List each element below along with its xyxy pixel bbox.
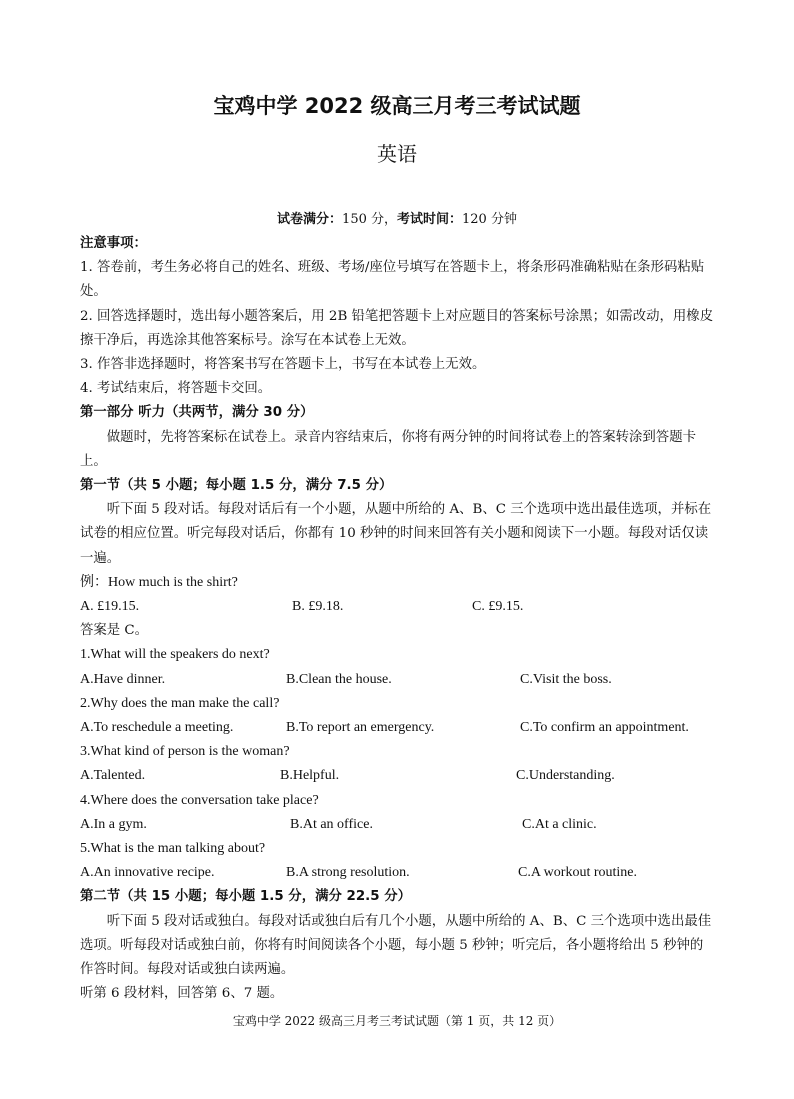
time-value: 120 分钟	[462, 212, 517, 227]
option-c: C. £9.15.	[472, 599, 524, 615]
question-3-options	[80, 764, 714, 788]
section2-intro: 听下面 5 段对话或独白。每段对话或独白后有几个小题，从题中所给的 A、B、C 三个选项中选出最佳选项。听每段对话或独白前，你将有时间阅读各个小题，每小题 5 秒钟；听完后，各小题将给出 5 秒钟的作答时间。每段对话或独白读两遍。	[80, 913, 712, 977]
option-b: B. £9.18.	[292, 599, 344, 615]
note-item: 2. 回答选择题时，选出每小题答案后，用 2B 铅笔把答题卡上对应题目的答案标号涂黑；如需改动，用橡皮擦干净后，再选涂其他答案标号。涂写在本试卷上无效。	[80, 308, 714, 348]
option-b: B.Helpful.	[280, 768, 340, 784]
option-b: B.To report an emergency.	[286, 720, 435, 736]
option-a: A.An innovative recipe.	[80, 865, 215, 881]
option-a: A. £19.15.	[80, 599, 140, 615]
example-question: 例：How much is the shirt?	[80, 574, 238, 590]
question-2-options	[80, 716, 714, 740]
part1-heading: 第一部分 听力（共两节，满分 30 分）	[80, 405, 314, 421]
option-c: C.To confirm an appointment.	[520, 720, 689, 736]
section2-heading: 第二节（共 15 小题；每小题 1.5 分，满分 22.5 分）	[80, 889, 412, 905]
question-4: 4.Where does the conversation take place?	[80, 792, 319, 808]
section2-instruction: 听第 6 段材料，回答第 6、7 题。	[80, 986, 284, 1002]
page-footer: 宝鸡中学 2022 级高三月考三考试试题（第 1 页，共 12 页）	[232, 1014, 562, 1028]
note-item: 1. 答卷前，考生务必将自己的姓名、班级、考场/座位号填写在答题卡上，将条形码准确粘贴在条形码粘贴处。	[80, 260, 705, 300]
option-b: B.A strong resolution.	[286, 865, 410, 881]
question-1: 1.What will the speakers do next?	[80, 647, 270, 663]
question-5: 5.What is the man talking about?	[80, 841, 266, 856]
note-item: 3. 作答非选择题时，将答案书写在答题卡上，书写在本试卷上无效。	[80, 357, 486, 373]
subject-title: 英语	[377, 142, 417, 166]
option-b: B.At an office.	[290, 816, 373, 832]
question-3: 3.What kind of person is the woman?	[80, 744, 290, 760]
question-5-options	[80, 861, 714, 885]
section1-intro: 听下面 5 段对话。每段对话后有一个小题，从题中所给的 A、B、C 三个选项中选出最佳选项，并标在试卷的相应位置。听完每段对话后，你都有 10 秒钟的时间来回答有关小题和阅读下一小题。每段对话仅读一遍。	[80, 502, 712, 566]
option-a: A.Have dinner.	[80, 671, 166, 687]
option-c: C.A workout routine.	[518, 865, 637, 881]
score-label: 试卷满分：	[277, 212, 343, 227]
question-4-options	[80, 813, 714, 837]
note-item: 4. 考试结束后，将答题卡交回。	[80, 381, 272, 397]
question-2: 2.Why does the man make the call?	[80, 695, 280, 711]
part1-intro: 做题时，先将答案标在试卷上。录音内容结束后，你将有两分钟的时间将试卷上的答案转涂到答题卡上。	[80, 429, 696, 469]
example-options	[80, 595, 714, 619]
exam-body	[80, 232, 714, 1006]
time-label: 考试时间：	[397, 212, 463, 227]
option-c: C.Understanding.	[516, 768, 615, 784]
section1-heading: 第一节（共 5 小题；每小题 1.5 分，满分 7.5 分）	[80, 478, 393, 494]
option-a: A.To reschedule a meeting.	[80, 720, 234, 736]
notes-heading: 注意事项：	[80, 236, 147, 251]
option-a: A.Talented.	[80, 768, 146, 784]
question-1-options	[80, 668, 714, 692]
example-answer: 答案是 C。	[80, 623, 149, 639]
option-b: B.Clean the house.	[286, 671, 392, 687]
option-c: C.Visit the boss.	[520, 671, 612, 687]
score-value: 150 分，	[342, 212, 397, 227]
option-c: C.At a clinic.	[522, 816, 597, 832]
exam-title: 宝鸡中学 2022 级高三月考三考试试题	[213, 94, 581, 118]
score-time-line	[0, 208, 794, 227]
option-a: A.In a gym.	[80, 816, 147, 832]
